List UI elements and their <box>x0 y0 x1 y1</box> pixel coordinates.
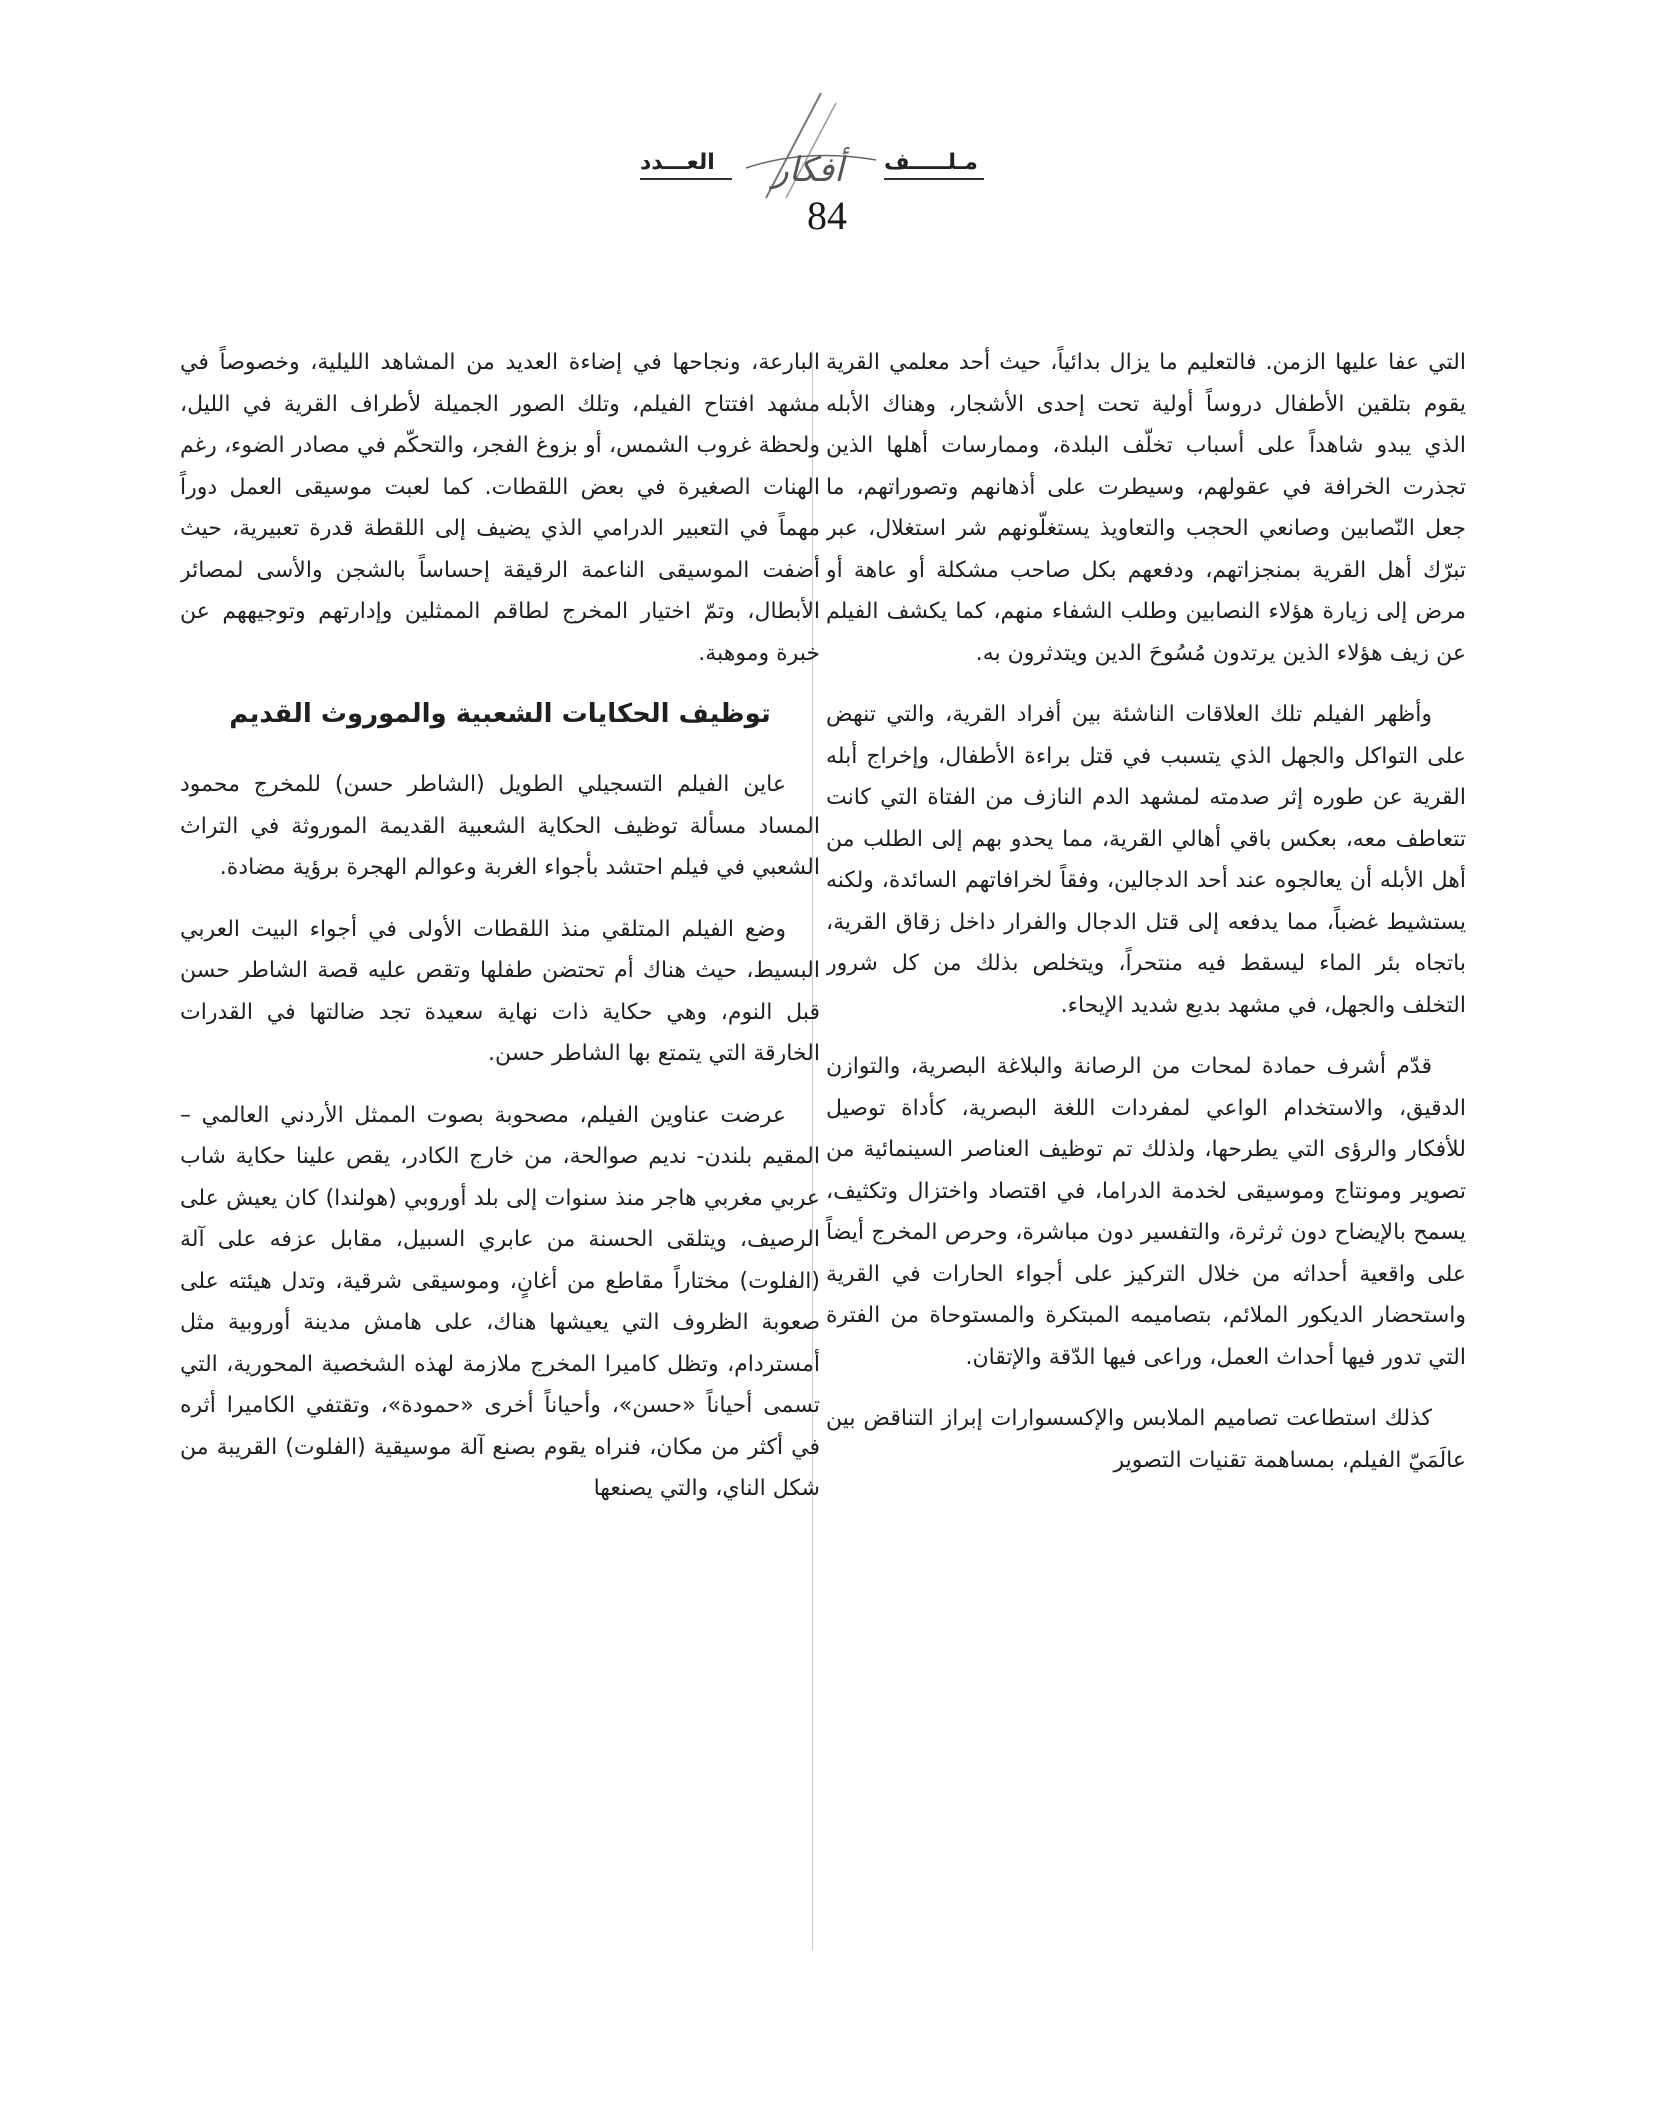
header-rule-left <box>640 178 732 180</box>
paragraph: عاين الفيلم التسجيلي الطويل (الشاطر حسن) للمخرج محمود المساد مسألة توظيف الحكاية الشعبية القديمة الموروثة في التراث الشعبي في فيلم احتشد بأجواء الغربة وعوالم الهجرة برؤية مضادة. <box>180 772 820 880</box>
magazine-logo-word: أفكار <box>772 150 844 190</box>
paragraph: وأظهر الفيلم تلك العلاقات الناشئة بين أفراد القرية، والتي تنهض على التواكل والجهل الذي يتسبب في قتل براءة الأطفال، وإخراج أبله القرية عن طوره إثر صدمته لمشهد الدم النازف من الفتاة التي كانت تتعاطف معه، بعكس باقي أهالي القرية، مما يحدو بهم إلى الطلب من أهل الأبله أن يعالجوه عند أحد الدجالين، وفقاً لخرافاتهم السائدة، ولكنه يستشيط غضباً، مما يدفعه إلى قتل الدجال والفرار داخل زقاق القرية، باتجاه بئر الماء ليسقط فيه منتحراً، ويتخلص بذلك من كل شرور التخلف والجهل، في مشهد بديع شديد الإيحاء. <box>826 702 1466 1018</box>
right-column <box>826 342 1466 1962</box>
paragraph: قدّم أشرف حمادة لمحات من الرصانة والبلاغة البصرية، والتوازن الدقيق، والاستخدام الواعي لمفردات اللغة البصرية، كأداة توصيل للأفكار والرؤى التي يطرحها، ولذلك تم توظيف العناصر السينمائية من تصوير ومونتاج وموسيقى لخدمة الدراما، في اقتصاد واختزال وتكثيف، يسمح بالإيضاح دون ثرثرة، والتفسير دون مباشرة، وحرص المخرج أيضاً على واقعية أحداثه من خلال التركيز على أجواء الحارات في القرية واستحضار الديكور الملائم، بتصاميمه المبتكرة والمستوحاة من الفترة التي تدور فيها أحداث العمل، وراعى فيها الدّقة والإتقان. <box>826 1054 1466 1370</box>
section-heading: توظيف الحكايات الشعبية والموروث القديم <box>229 699 771 729</box>
left-column <box>180 342 820 1962</box>
paragraph: وضع الفيلم المتلقي منذ اللقطات الأولى في أجواء البيت العربي البسيط، حيث هناك أم تحتضن طفلها وتقص عليه قصة الشاطر حسن قبل النوم، وهي حكاية ذات نهاية سعيدة تجد ضالتها في القدرات الخارقة التي يتمتع بها الشاطر حسن. <box>180 916 820 1066</box>
paragraph: البارعة، ونجاحها في إضاءة العديد من المشاهد الليلية، وخصوصاً في مشهد افتتاح الفيلم، وتلك الصور الجميلة لأطراف القرية في الليل، ولحظة غروب الشمس، أو بزوغ الفجر، والتحكّم في مصادر الضوء، رغم الهنات الصغيرة في بعض اللقطات. كما لعبت موسيقى العمل دوراً مهماً في التعبير الدرامي الذي يضيف إلى اللقطة قدرة تعبيرية، حيث أضفت الموسيقى الناعمة الرقيقة إحساساً بالشجن والأسى لمصائر الأبطال، وتمّ اختيار المخرج لطاقم الممثلين وإدارتهم وتوجيههم عن خبرة وموهبة. <box>180 350 820 666</box>
header-rule-right <box>884 178 984 180</box>
paragraph: كذلك استطاعت تصاميم الملابس والإكسسوارات إبراز التناقض بين عالَمَيّ الفيلم، بمساهمة تقنيات التصوير <box>826 1406 1466 1473</box>
section-label: مـلـــــف <box>884 150 978 175</box>
paragraph: التي عفا عليها الزمن. فالتعليم ما يزال بدائياً، حيث أحد معلمي القرية يقوم بتلقين الأطفال دروساً أولية تحت إحدى الأشجار، وهناك الأبله الذي يبدو شاهداً على أسباب تخلّف البلدة، وممارسات أهلها الذين تجذرت الخرافة في عقولهم، وسيطرت على أذهانهم وتصوراتهم، ما جعل النّصابين وصانعي الحجب والتعاويذ يستغلّونهم شر استغلال، عبر تبرّك أهل القرية بمنجزاتهم، ودفعهم بكل صاحب مشكلة أو عاهة أو مرض إلى زيارة هؤلاء النصابين وطلب الشفاء منهم، كما يكشف الفيلم عن زيف هؤلاء الذين يرتدون مُسُوحَ الدين ويتدثرون به. <box>826 350 1466 666</box>
page-header <box>0 88 1654 238</box>
page-number: 84 <box>807 193 847 238</box>
paragraph: عرضت عناوين الفيلم، مصحوبة بصوت الممثل الأردني العالمي – المقيم بلندن- نديم صوالحة، من خارج الكادر، يقص علينا حكاية شاب عربي مغربي هاجر منذ سنوات إلى بلد أوروبي (هولندا) كان يعيش على الرصيف، ويتلقى الحسنة من عابري السبيل، مقابل عزفه على آلة (الفلوت) مختاراً مقاطع من أغانٍ، وموسيقى شرقية، وتدل هيئته على صعوبة الظروف التي يعيشها هناك، على هامش مدينة أوروبية مثل أمستردام، وتظل كاميرا المخرج ملازمة لهذه الشخصية المحورية، التي تسمى أحياناً «حسن»، وأحياناً أخرى «حمودة»، وتقتفي الكاميرا أثره في أكثر من مكان، فنراه يقوم بصنع آلة موسيقية (الفلوت) القريبة من شكل الناي، والتي يصنعها <box>180 1102 820 1501</box>
magazine-logo-icon <box>726 88 886 208</box>
issue-label: العـــدد <box>640 150 715 175</box>
